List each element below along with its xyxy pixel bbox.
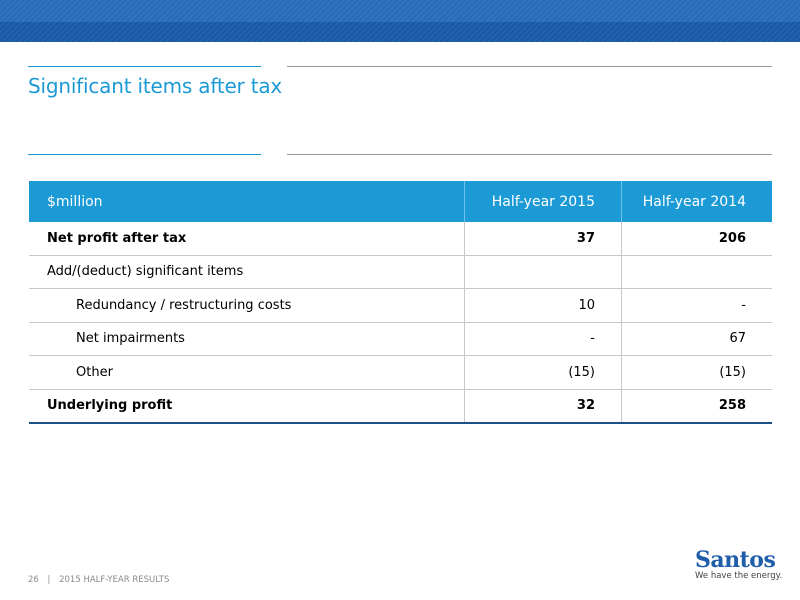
row-label: Other [29, 356, 465, 390]
row-label: Redundancy / restructuring costs [29, 289, 465, 323]
cell-half-year-2015: 37 [465, 222, 622, 255]
title-rule-top-left [28, 66, 261, 67]
table-header-row [29, 181, 772, 222]
table-row [29, 289, 772, 323]
cell-half-year-2015: - [465, 322, 622, 356]
cell-half-year-2014: 67 [622, 322, 773, 356]
table-row [29, 255, 772, 289]
column-header-million: $million [29, 181, 465, 222]
slide-title: Significant items after tax [28, 74, 283, 98]
santos-logo [695, 549, 782, 581]
cell-half-year-2014: 258 [622, 389, 773, 423]
title-rule-bottom-right [287, 154, 772, 155]
header-bar-highlight [0, 0, 800, 22]
cell-half-year-2015: (15) [465, 356, 622, 390]
footer-separator: | [47, 575, 51, 585]
footer-text: 2015 HALF-YEAR RESULTS [59, 575, 170, 585]
logo-tagline: We have the energy. [695, 571, 783, 581]
title-rule-top-right [287, 66, 772, 67]
cell-half-year-2015 [465, 255, 622, 289]
column-header-half-year-2014: Half-year 2014 [622, 181, 773, 222]
table-row [29, 389, 772, 423]
cell-half-year-2014 [622, 255, 773, 289]
significant-items-table [29, 181, 772, 424]
logo-wordmark: Santos [695, 547, 776, 573]
title-rule-bottom-left [28, 154, 261, 155]
cell-half-year-2014: 206 [622, 222, 773, 255]
cell-half-year-2014: (15) [622, 356, 773, 390]
cell-half-year-2015: 10 [465, 289, 622, 323]
cell-half-year-2015: 32 [465, 389, 622, 423]
table-row [29, 222, 772, 255]
row-label: Net impairments [29, 322, 465, 356]
slide-footer [28, 575, 175, 585]
page-number: 26 [28, 575, 39, 585]
column-header-half-year-2015: Half-year 2015 [465, 181, 622, 222]
row-label: Net profit after tax [29, 222, 465, 255]
row-label: Add/(deduct) significant items [29, 255, 465, 289]
cell-half-year-2014: - [622, 289, 773, 323]
table-row [29, 322, 772, 356]
row-label: Underlying profit [29, 389, 465, 423]
table-row [29, 356, 772, 390]
